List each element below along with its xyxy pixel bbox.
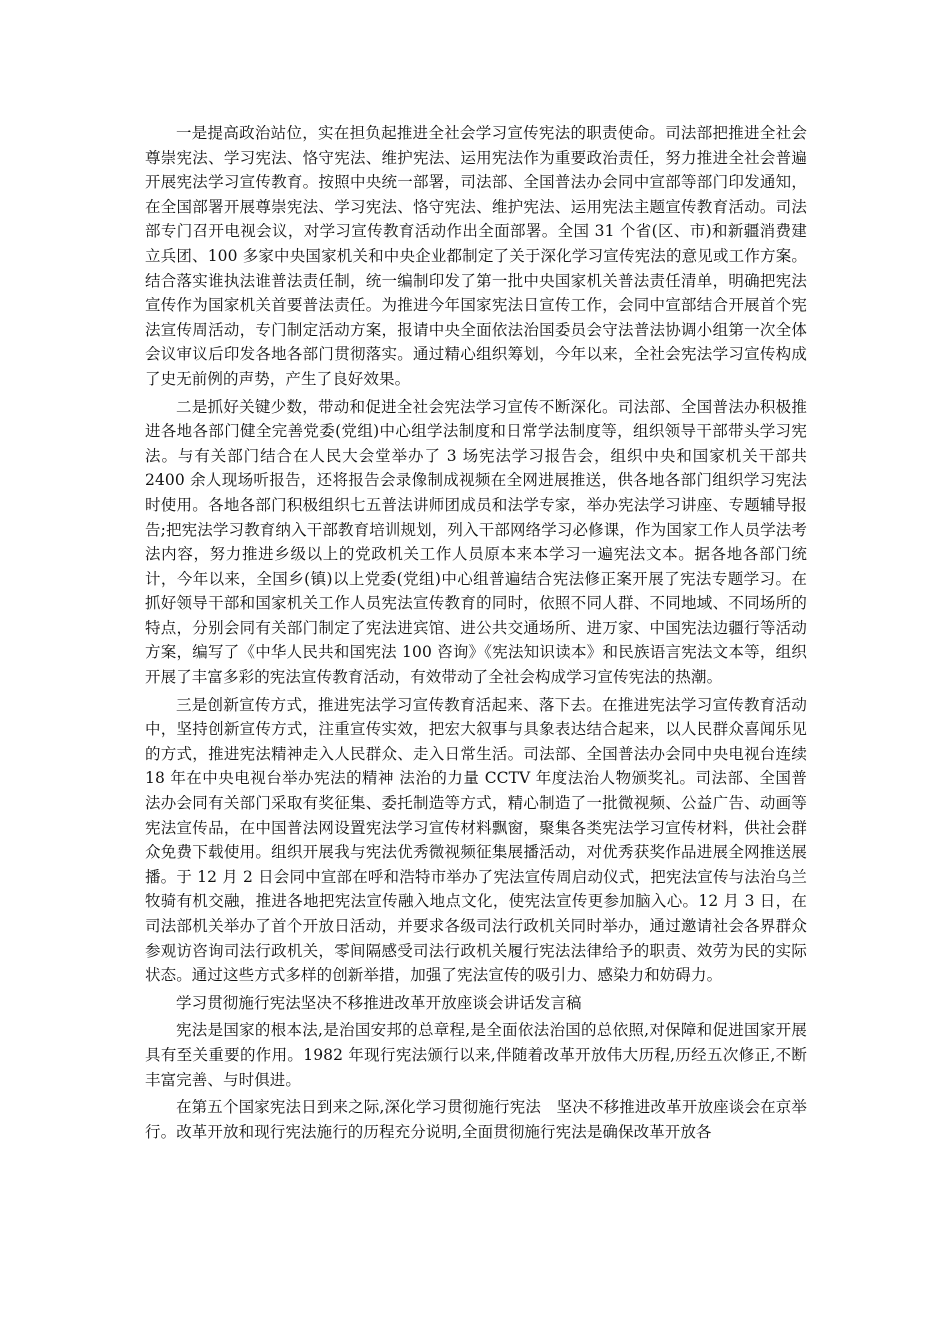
speech-title: 学习贯彻施行宪法坚决不移推进改革开放座谈会讲话发言稿: [176, 993, 582, 1012]
paragraph-4: 宪法是国家的根本法,是治国安邦的总章程,是全面依法治国的总依照,对保障和促进国家开展具有至关重要的作用。1982 年现行宪法颁行以来,伴随着改革开放伟大历程,历经五次修正,不断丰富完善、与时俱进。: [145, 1021, 807, 1089]
document-page: [145, 121, 807, 1147]
paragraph-5: 在第五个国家宪法日到来之际,深化学习贯彻施行宪法 坚决不移推进改革开放座谈会在京举行。改革开放和现行宪法施行的历程充分说明,全面贯彻施行宪法是确保改革开放各: [145, 1098, 807, 1141]
paragraph-1: 一是提高政治站位，实在担负起推进全社会学习宣传宪法的职责使命。司法部把推进全社会尊崇宪法、学习宪法、恪守宪法、维护宪法、运用宪法作为重要政治责任，努力推进全社会普遍开展宪法学习宣传教育。按照中央统一部署，司法部、全国普法办会同中宣部等部门印发通知，在全国部署开展尊崇宪法、学习宪法、恪守宪法、维护宪法、运用宪法主题宣传教育活动。司法部专门召开电视会议，对学习宣传教育活动作出全面部署。全国 31 个省(区、市)和新疆消费建立兵团、100 多家中央国家机关和中央企业都制定了关于深化学习宣传宪法的意见或工作方案。结合落实谁执法谁普法责任制，统一编制印发了第一批中央国家机关普法责任清单，明确把宪法宣传作为国家机关首要普法责任。为推进今年国家宪法日宣传工作，会同中宣部结合开展首个宪法宣传周活动，专门制定活动方案，报请中央全面依法治国委员会守法普法协调小组第一次全体会议审议后印发各地各部门贯彻落实。通过精心组织筹划，今年以来，全社会宪法学习宣传构成了史无前例的声势，产生了良好效果。: [145, 124, 807, 388]
paragraph-3: 三是创新宣传方式，推进宪法学习宣传教育活起来、落下去。在推进宪法学习宣传教育活动中，坚持创新宣传方式，注重宣传实效，把宏大叙事与具象表达结合起来，以人民群众喜闻乐见的方式，推进宪法精神走入人民群众、走入日常生活。司法部、全国普法办会同中央电视台连续 18 年在中央电视台举办宪法的精神 法治的力量 CCTV 年度法治人物颁奖礼。司法部、全国普法办会同有关部门采取有奖征集、委托制造等方式，精心制造了一批微视频、公益广告、动画等宪法宣传品，在中国普法网设置宪法学习宣传材料飘窗，聚集各类宪法学习宣传材料，供社会群众免费下载使用。组织开展我与宪法优秀微视频征集展播活动，对优秀获奖作品进展全网推送展播。于 12 月 2 日会同中宣部在呼和浩特市举办了宪法宣传周启动仪式，把宪法宣传与法治乌兰牧骑有机交融，推进各地把宪法宣传融入地点文化，使宪法宣传更参加脑入心。12 月 3 日，在司法部机关举办了首个开放日活动，并要求各级司法行政机关同时举办，通过邀请社会各界群众参观访咨询司法行政机关，零间隔感受司法行政机关履行宪法法律给予的职责、效劳为民的实际状态。通过这些方式多样的创新举措，加强了宪法宣传的吸引力、感染力和妨碍力。: [145, 695, 807, 985]
paragraph-2: 二是抓好关键少数，带动和促进全社会宪法学习宣传不断深化。司法部、全国普法办积极推进各地各部门健全完善党委(党组)中心组学法制度和日常学法制度等，组织领导干部带头学习宪法。与有关部门结合在人民大会堂举办了 3 场宪法学习报告会，组织中央和国家机关干部共 2400 余人现场听报告，还将报告会录像制成视频在全网进展推送，供各地各部门组织学习宪法时使用。各地各部门积极组织七五普法讲师团成员和法学专家，举办宪法学习讲座、专题辅导报告;把宪法学习教育纳入干部教育培训规划，列入干部网络学习必修课，作为国家工作人员学法考法内容，努力推进乡级以上的党政机关工作人员原本来本学习一遍宪法文本。据各地各部门统计，今年以来，全国乡(镇)以上党委(党组)中心组普遍结合宪法修正案开展了宪法专题学习。在抓好领导干部和国家机关工作人员宪法宣传教育的同时，依照不同人群、不同地域、不同场所的特点，分别会同有关部门制定了宪法进宾馆、进公共交通场所、进万家、中国宪法边疆行等活动方案，编写了《中华人民共和国宪法 100 咨询》《宪法知识读本》和民族语言宪法文本等，组织开展了丰富多彩的宪法宣传教育活动，有效带动了全社会构成学习宣传宪法的热潮。: [145, 397, 807, 687]
